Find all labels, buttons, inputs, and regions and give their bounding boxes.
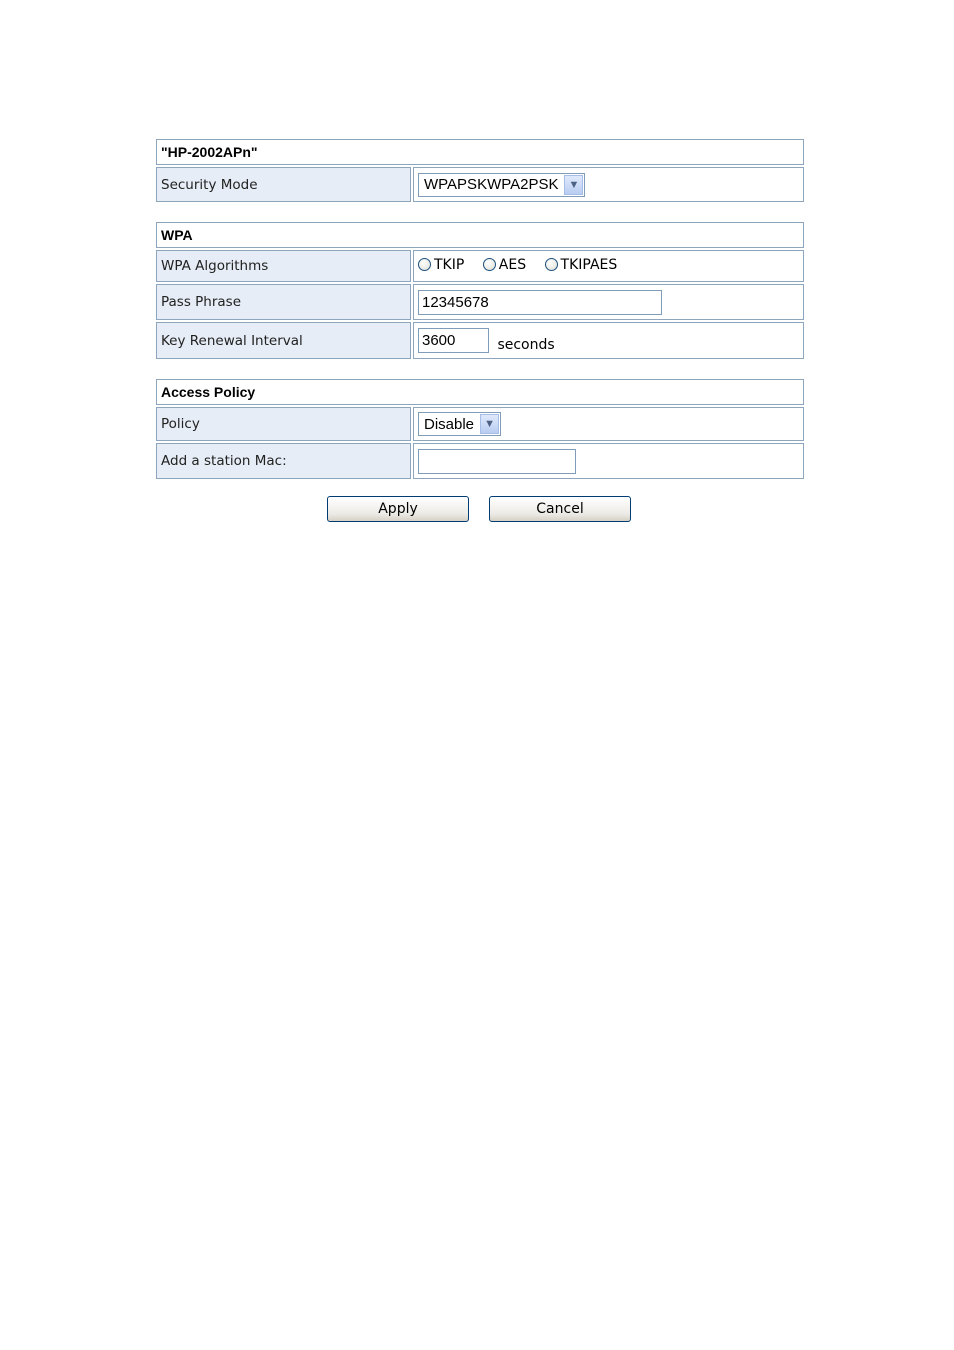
security-mode-value: WPAPSKWPA2PSK	[424, 176, 559, 193]
key-renewal-label: Key Renewal Interval	[156, 322, 411, 359]
apply-button[interactable]: Apply	[327, 496, 469, 522]
radio-circle-icon[interactable]	[545, 258, 558, 271]
station-mac-label: Add a station Mac:	[156, 443, 411, 479]
chevron-down-icon[interactable]: ▼	[564, 175, 583, 195]
station-mac-input[interactable]	[418, 449, 576, 474]
pass-phrase-label: Pass Phrase	[156, 284, 411, 320]
security-mode-label: Security Mode	[156, 167, 411, 202]
key-renewal-unit: seconds	[497, 336, 555, 353]
form-buttons	[327, 496, 637, 522]
policy-value: Disable	[424, 415, 475, 433]
chevron-down-icon[interactable]: ▼	[480, 414, 499, 434]
key-renewal-input[interactable]: 3600	[418, 328, 489, 353]
policy-label: Policy	[156, 407, 411, 441]
wpa-header: WPA	[156, 222, 804, 248]
radio-tkipaes[interactable]	[545, 257, 618, 273]
ssid-header: "HP-2002APn"	[156, 139, 804, 165]
ssid-security-table	[154, 137, 806, 204]
radio-aes-label: AES	[498, 256, 527, 273]
radio-aes[interactable]	[483, 257, 526, 273]
radio-tkip[interactable]	[418, 257, 464, 273]
access-policy-table	[154, 377, 806, 481]
radio-circle-icon[interactable]	[418, 258, 431, 271]
security-mode-select[interactable]	[418, 173, 585, 197]
radio-circle-icon[interactable]	[483, 258, 496, 271]
cancel-button[interactable]: Cancel	[489, 496, 631, 522]
policy-select[interactable]	[418, 412, 501, 436]
wpa-table	[154, 220, 806, 361]
radio-tkip-label: TKIP	[434, 256, 465, 273]
wpa-algorithms-label: WPA Algorithms	[156, 250, 411, 282]
pass-phrase-input[interactable]: 12345678	[418, 290, 662, 315]
wireless-security-form	[156, 137, 804, 481]
access-policy-header: Access Policy	[156, 379, 804, 405]
radio-tkipaes-label: TKIPAES	[560, 256, 618, 273]
